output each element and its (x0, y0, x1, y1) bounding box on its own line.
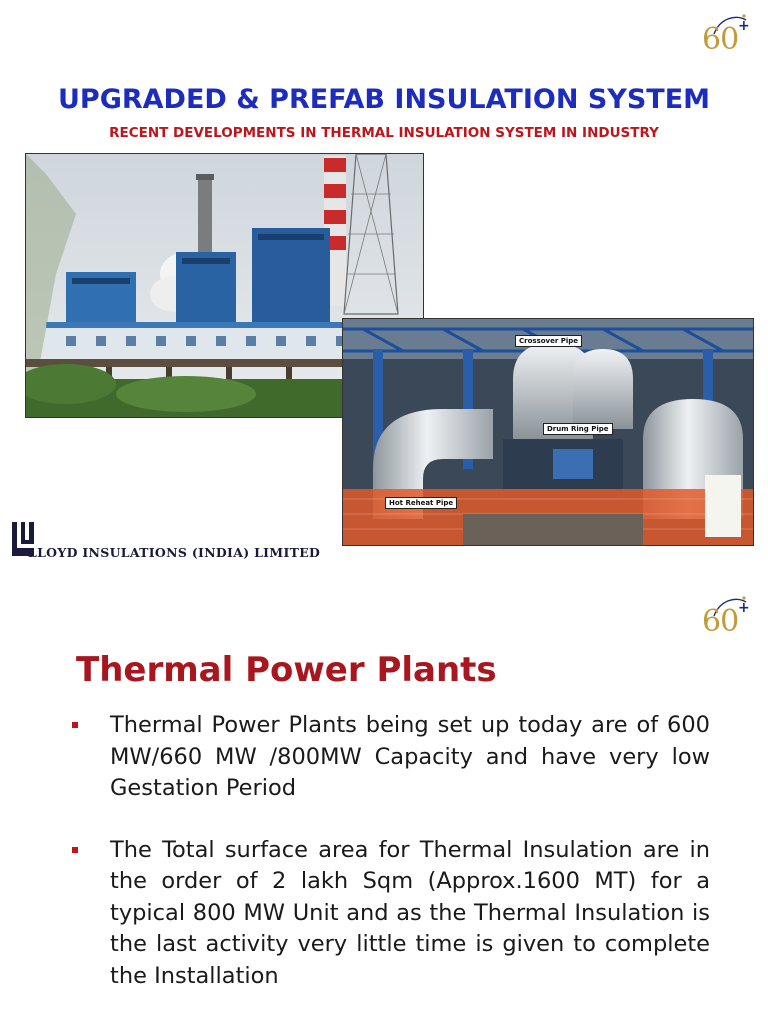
bullet-text: Thermal Power Plants being set up today are of 600 MW/660 MW /800MW Capacity and have very low Gestation Period (110, 712, 710, 801)
logo-plus: + (738, 18, 750, 34)
hot-reheat-pipe-label: Hot Reheat Pipe (385, 497, 457, 509)
slide-thermal-power-plants (0, 580, 768, 1024)
bullet-item (66, 835, 710, 993)
company-name: LLOYD INSULATIONS (INDIA) LIMITED (28, 545, 321, 560)
bullet-marker-icon (72, 847, 78, 853)
slide-title: Thermal Power Plants (76, 650, 497, 690)
slide-title: UPGRADED & PREFAB INSULATION SYSTEM (57, 84, 711, 115)
bullet-list (66, 710, 710, 1022)
logo-plus: + (738, 600, 750, 616)
slide-subtitle: RECENT DEVELOPMENTS IN THERMAL INSULATION SYSTEM IN INDUSTRY (109, 125, 659, 141)
anniversary-60-logo (700, 8, 760, 68)
bullet-marker-icon (72, 722, 78, 728)
bullet-text: The Total surface area for Thermal Insulation are in the order of 2 lakh Sqm (Approx.1600 MT) for a typical 800 MW Unit and as the Thermal Insulation is the last activity very little time is given to complete the Installation (110, 836, 710, 989)
anniversary-60-logo (700, 590, 760, 650)
crossover-pipe-label: Crossover Pipe (515, 335, 582, 347)
bullet-item (66, 710, 710, 805)
insulated-pipes-photo (342, 318, 754, 546)
company-brand (12, 522, 372, 562)
logo-number: 60 (702, 22, 739, 57)
logo-number: 60 (702, 604, 739, 639)
drum-ring-pipe-label: Drum Ring Pipe (543, 423, 613, 435)
